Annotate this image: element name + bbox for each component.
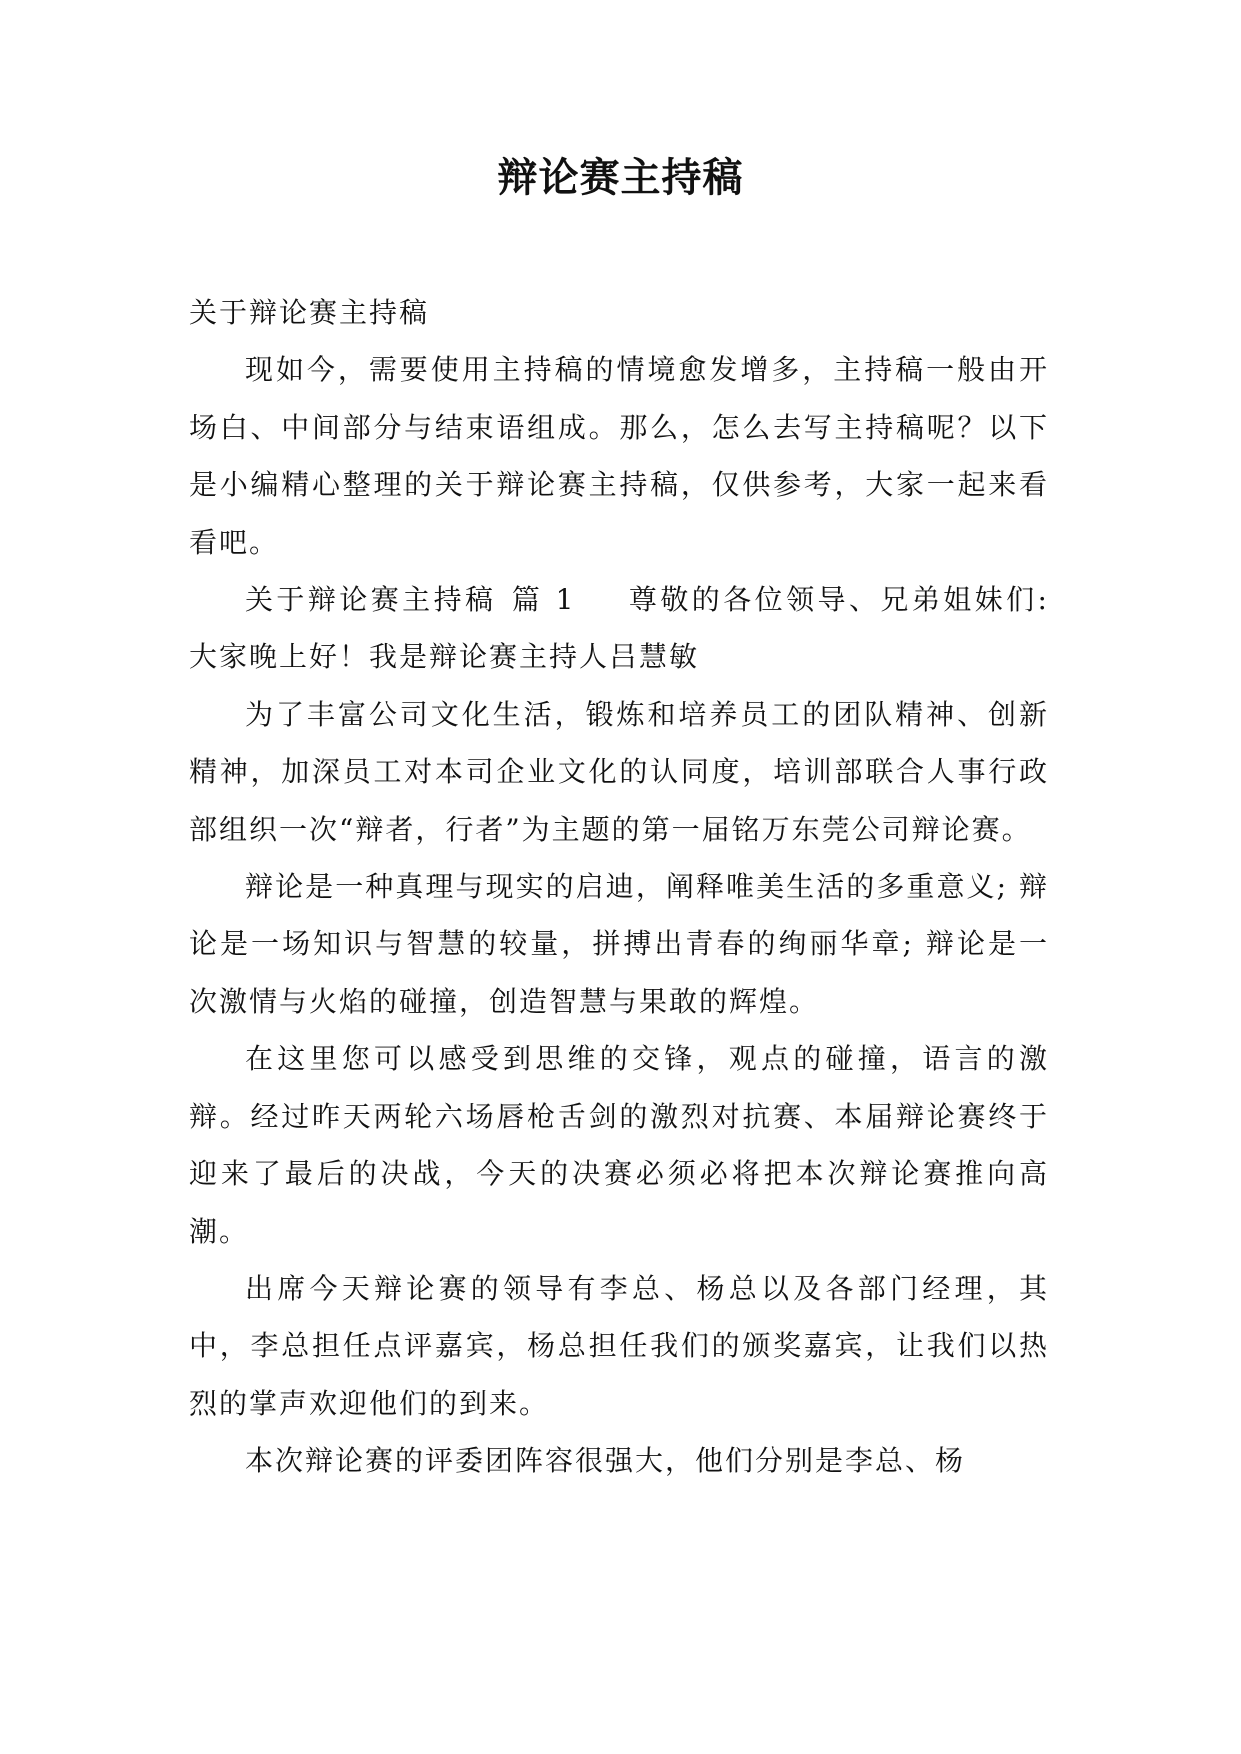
section-heading: 关于辩论赛主持稿 [245,583,497,617]
document-title: 辩论赛主持稿 [497,155,744,201]
body-paragraph: 在这里您可以感受到思维的交锋，观点的碰撞，语言的激辩。经过昨天两轮六场唇枪舌剑的激烈对抗赛、本届辩论赛终于迎来了最后的决战，今天的决赛必须必将把本次辩论赛推向高潮。 [189,1042,1049,1248]
section-heading-paragraph [189,571,1049,686]
body-paragraph: 为了丰富公司文化生活，锻炼和培养员工的团队精神、创新精神，加深员工对本司企业文化的认同度，培训部联合人事行政部组织一次“辩者，行者”为主题的第一届铭万东莞公司辩论赛。 [189,697,1049,846]
document-subtitle: 关于辩论赛主持稿 [189,296,430,329]
body-paragraph: 出席今天辩论赛的领导有李总、杨总以及各部门经理，其中，李总担任点评嘉宾，杨总担任我们的颁奖嘉宾，让我们以热烈的掌声欢迎他们的到来。 [189,1271,1049,1420]
intro-paragraph: 现如今，需要使用主持稿的情境愈发增多，主持稿一般由开场白、中间部分与结束语组成。那么，怎么去写主持稿呢？以下是小编精心整理的关于辩论赛主持稿，仅供参考，大家一起来看看吧。 [189,353,1049,559]
body-paragraph: 辩论是一种真理与现实的启迪，阐释唯美生活的多重意义; 辩论是一场知识与智慧的较量，拼搏出青春的绚丽华章; 辩论是一次激情与火焰的碰撞，创造智慧与果敢的辉煌。 [189,870,1049,1018]
greeting-text: 尊敬的各位领导、兄弟姐妹们: 大家晚上好！我是辩论赛主持人吕慧敏 [189,583,1049,674]
document-body [189,284,1049,1490]
body-paragraph: 本次辩论赛的评委团阵容很强大，他们分别是李总、杨 [245,1444,966,1478]
section-label: 篇 1 [510,583,576,617]
